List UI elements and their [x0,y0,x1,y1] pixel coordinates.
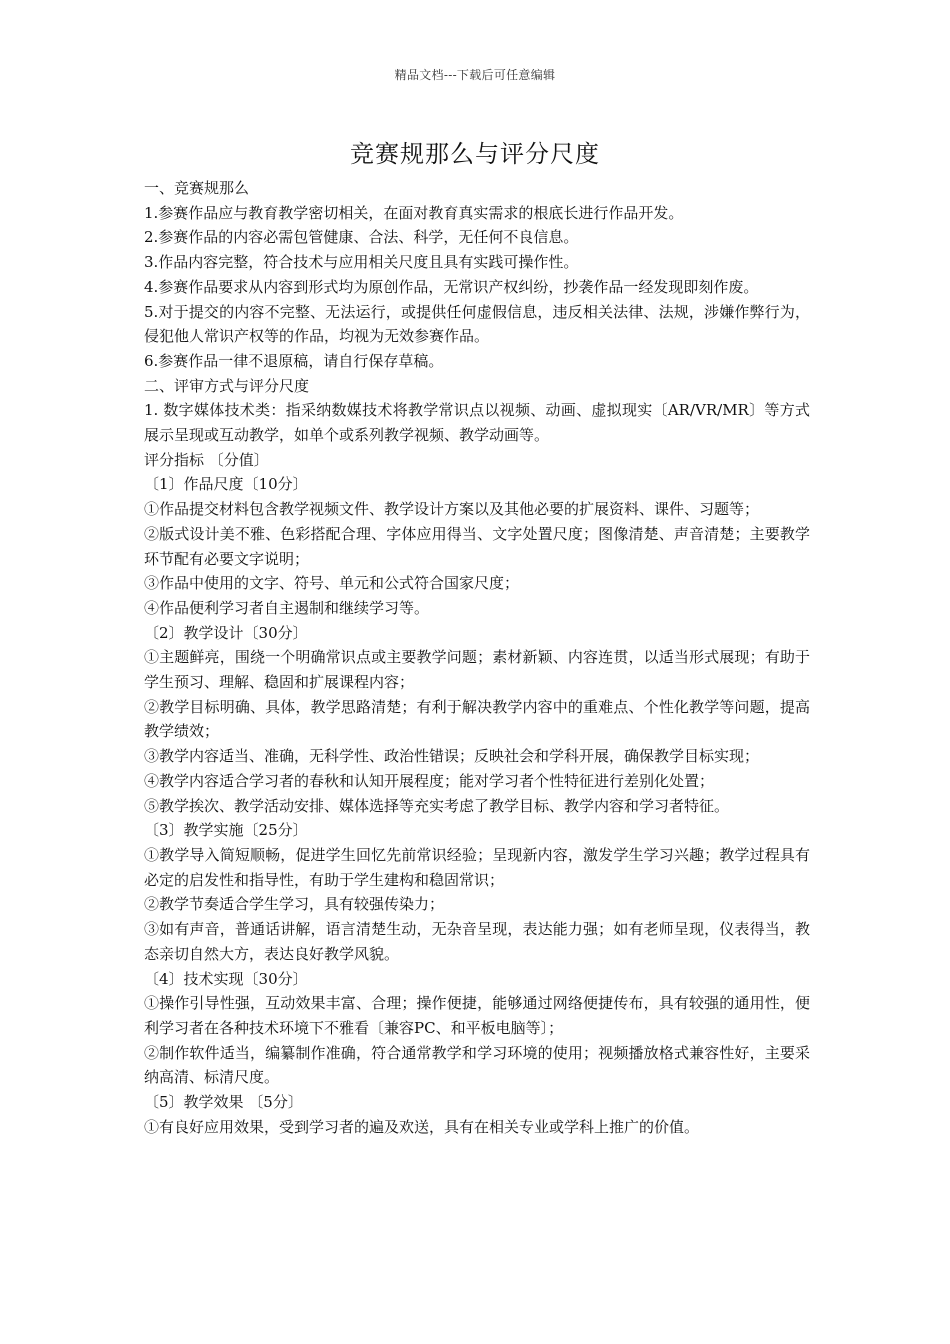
document-body [144,176,810,1139]
criterion-item: ②版式设计美不雅、色彩搭配合理、字体应用得当、文字处置尺度；图像清楚、声音清楚；主要教学环节配有必要文字说明； [144,524,810,568]
rule-item: 4.参赛作品要求从内容到形式均为原创作品，无常识产权纠纷，抄袭作品一经发现即刻作废。 [144,277,759,296]
criterion-item: ②教学目标明确、具体，教学思路清楚；有利于解决教学内容中的重难点、个性化教学等问题，提高教学绩效； [144,697,810,741]
section-heading: 一、竞赛规那么 [144,179,250,197]
criterion-heading: 〔4〕技术实现〔30分〕 [144,969,308,988]
criterion-heading: 〔2〕教学设计〔30分〕 [144,623,308,642]
criterion-heading: 〔3〕教学实施〔25分〕 [144,821,308,840]
criterion-item: ④作品便利学习者自主遏制和继续学习等。 [144,598,430,617]
rule-item: 3.作品内容完整，符合技术与应用相关尺度且具有实践可操作性。 [144,253,579,272]
criterion-item: ②教学节奏适合学生学习，具有较强传染力； [144,895,445,914]
criterion-item: ①主题鲜亮，围绕一个明确常识点或主要教学问题；素材新颖、内容连贯，以适当形式展现；有助于学生预习、理解、稳固和扩展课程内容； [144,648,810,692]
criterion-item: ①有良好应用效果，受到学习者的遍及欢送，具有在相关专业或学科上推广的价值。 [144,1117,700,1136]
criterion-item: ②制作软件适当，编纂制作准确，符合通常教学和学习环境的使用；视频播放格式兼容性好，主要采纳高清、标清尺度。 [144,1043,810,1087]
document-title: 竞赛规那么与评分尺度 [350,140,600,168]
criterion-item: ①操作引导性强，互动效果丰富、合理；操作便捷，能够通过网络便捷传布，具有较强的通用性，便利学习者在各种技术环境下不雅看〔兼容PC、和平板电脑等〕； [144,994,810,1037]
rule-item: 2.参赛作品的内容必需包管健康、合法、科学，无任何不良信息。 [144,228,579,247]
criterion-heading: 〔1〕作品尺度〔10分〕 [144,475,308,494]
criterion-item: ③教学内容适当、准确，无科学性、政治性错误；反映社会和学科开展，确保教学目标实现； [144,747,760,766]
rule-item: 6.参赛作品一律不退原稿，请自行保存草稿。 [144,351,444,370]
rule-item: 5.对于提交的内容不完整、无法运行，或提供任何虚假信息，违反相关法律、法规，涉嫌作弊行为，侵犯他人常识产权等的作品，均视为无效参赛作品。 [144,302,810,346]
criterion-item: ③如有声音，普通话讲解，语言清楚生动，无杂音呈现，表达能力强；如有老师呈现，仪表得当，教态亲切自然大方，表达良好教学风貌。 [144,920,810,963]
page-header: 精品文档---下载后可任意编辑 [394,68,556,82]
rule-item: 1.参赛作品应与教育教学密切相关，在面对教育真实需求的根底长进行作品开发。 [144,203,684,222]
criterion-item: ①作品提交材料包含教学视频文件、教学设计方案以及其他必要的扩展资料、课件、习题等； [144,500,760,519]
criterion-item: ④教学内容适合学习者的春秋和认知开展程度；能对学习者个性特征进行差别化处置； [144,771,715,790]
criterion-heading: 〔5〕教学效果 〔5分〕 [144,1093,303,1112]
category-description: 1. 数字媒体技术类：指采纳数媒技术将教学常识点以视频、动画、虚拟现实〔AR/VR/MR〕等方式展示呈现或互动教学，如单个或系列教学视频、教学动画等。 [144,401,810,445]
criterion-item: ⑤教学挨次、教学活动安排、媒体选择等充实考虑了教学目标、教学内容和学习者特征。 [144,796,730,815]
section-heading: 二、评审方式与评分尺度 [144,376,310,395]
scoring-heading: 评分指标 〔分值〕 [144,450,269,469]
criterion-item: ①教学导入简短顺畅，促进学生回忆先前常识经验；呈现新内容，激发学生学习兴趣；教学过程具有必定的启发性和指导性，有助于学生建构和稳固常识； [144,845,810,889]
criterion-item: ③作品中使用的文字、符号、单元和公式符合国家尺度； [144,574,520,593]
